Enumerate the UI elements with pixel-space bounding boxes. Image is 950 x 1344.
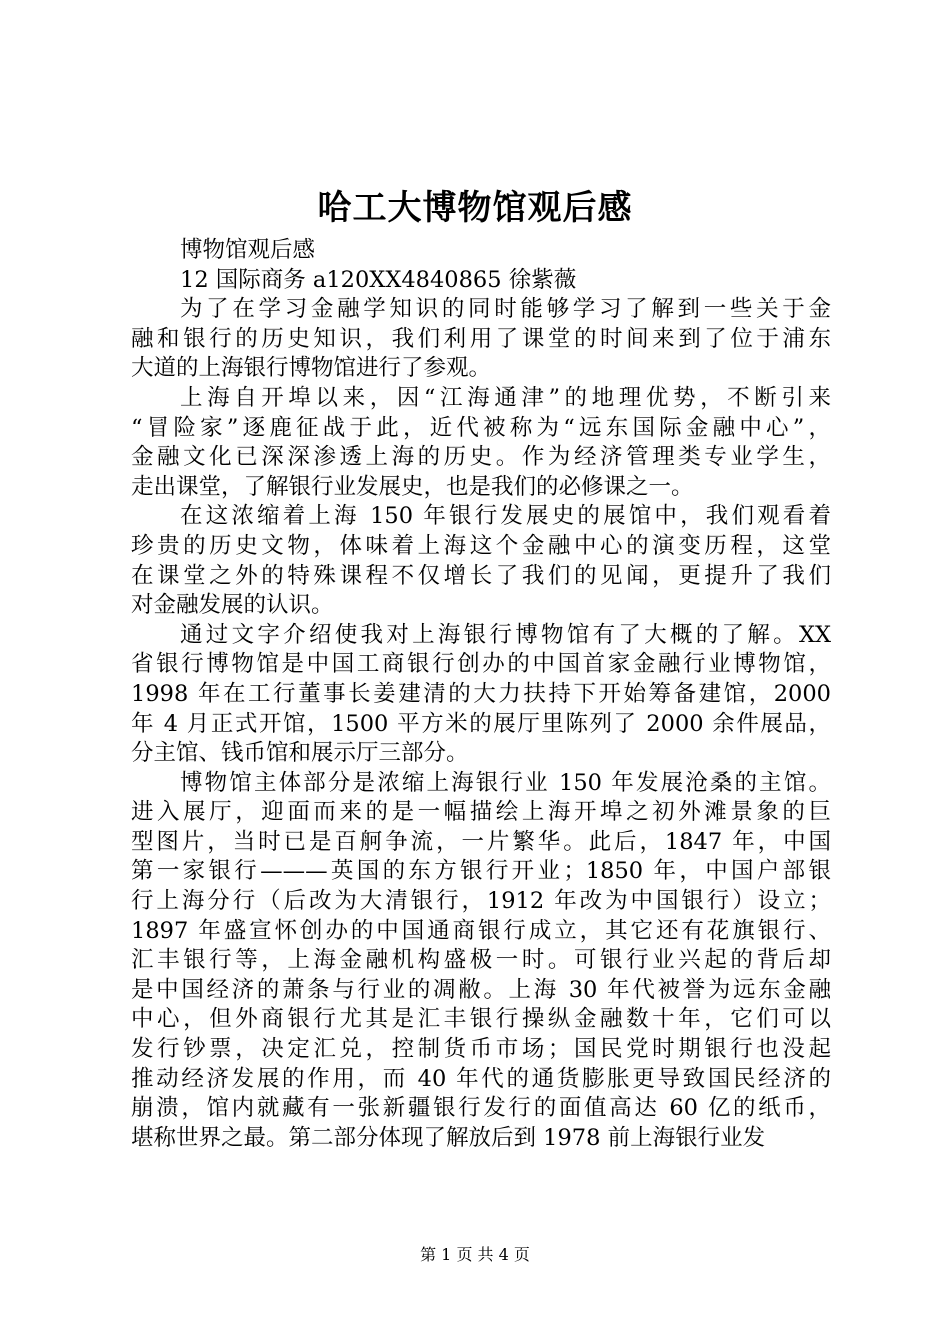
text-line: 型图片，当时已是百舸争流，一片繁华。此后，1847 年，中国: [131, 828, 831, 855]
text-line: “冒险家”逐鹿征战于此，近代被称为“远东国际金融中心”，: [131, 414, 831, 441]
text-line: 省银行博物馆是中国工商银行创办的中国首家金融行业博物馆，: [131, 651, 831, 678]
text-line: 1897 年盛宣怀创办的中国通商银行成立，其它还有花旗银行、: [131, 917, 831, 944]
paragraph: [131, 295, 831, 384]
text-line: 大道的上海银行博物馆进行了参观。: [131, 355, 492, 382]
text-line: 走出课堂，了解银行业发展史，也是我们的必修课之一。: [131, 473, 694, 500]
text-line: 崩溃，馆内就藏有一张新疆银行发行的面值高达 60 亿的纸币，: [131, 1095, 831, 1122]
paragraph: [131, 769, 831, 1154]
text-line: 是中国经济的萧条与行业的凋敝。上海 30 年代被誉为远东金融: [131, 976, 831, 1003]
text-line: 推动经济发展的作用，而 40 年代的通货膨胀更导致国民经济的: [131, 1065, 831, 1092]
text-line: 汇丰银行等，上海金融机构盛极一时。可银行业兴起的背后却: [131, 947, 831, 974]
text-line: 堪称世界之最。第二部分体现了解放后到 1978 前上海银行业发: [131, 1124, 766, 1151]
paragraph: [131, 502, 831, 620]
text-line: 1998 年在工行董事长姜建清的大力扶持下开始筹备建馆，2000: [131, 680, 831, 707]
text-line: 分主馆、钱币馆和展示厅三部分。: [131, 740, 469, 767]
text-line: 第一家银行———英国的东方银行开业；1850 年，中国户部银: [131, 858, 831, 885]
text-line: 在课堂之外的特殊课程不仅增长了我们的见闻，更提升了我们: [131, 562, 831, 589]
text-line: 金融文化已深深渗透上海的历史。作为经济管理类专业学生，: [131, 444, 831, 471]
paragraph: [131, 236, 831, 266]
text-line: 年 4 月正式开馆，1500 平方米的展厅里陈列了 2000 余件展品，: [131, 710, 831, 737]
text-line: 对金融发展的认识。: [131, 592, 334, 619]
document-title: 哈工大博物馆观后感: [317, 188, 633, 228]
document-body: [131, 236, 831, 1153]
paragraph: [131, 621, 831, 769]
paragraph: [131, 266, 831, 296]
text-line: 通过文字介绍使我对上海银行博物馆有了大概的了解。XX: [180, 621, 831, 648]
text-line: 为了在学习金融学知识的同时能够学习了解到一些关于金: [180, 296, 831, 323]
text-line: 融和银行的历史知识，我们利用了课堂的时间来到了位于浦东: [131, 325, 831, 352]
text-line: 行上海分行（后改为大清银行，1912 年改为中国银行）设立；: [131, 888, 831, 915]
text-line: 进入展厅，迎面而来的是一幅描绘上海开埠之初外滩景象的巨: [131, 799, 831, 826]
text-line: 发行钞票，决定汇兑，控制货币市场；国民党时期银行也没起: [131, 1036, 831, 1063]
text-line: 博物馆观后感: [180, 237, 316, 263]
text-line: 珍贵的历史文物，体味着上海这个金融中心的演变历程，这堂: [131, 532, 831, 559]
text-line: 上海自开埠以来，因“江海通津”的地理优势，不断引来: [180, 384, 831, 411]
text-line: 在这浓缩着上海 150 年银行发展史的展馆中，我们观看着: [180, 503, 831, 530]
paragraph: [131, 384, 831, 502]
text-line: 12 国际商务 a120XX4840865 徐紫薇: [180, 266, 577, 293]
text-line: 博物馆主体部分是浓缩上海银行业 150 年发展沧桑的主馆。: [180, 769, 831, 796]
text-line: 中心，但外商银行尤其是汇丰银行操纵金融数十年，它们可以: [131, 1006, 831, 1033]
page-footer: 第 1 页 共 4 页: [420, 1245, 530, 1264]
